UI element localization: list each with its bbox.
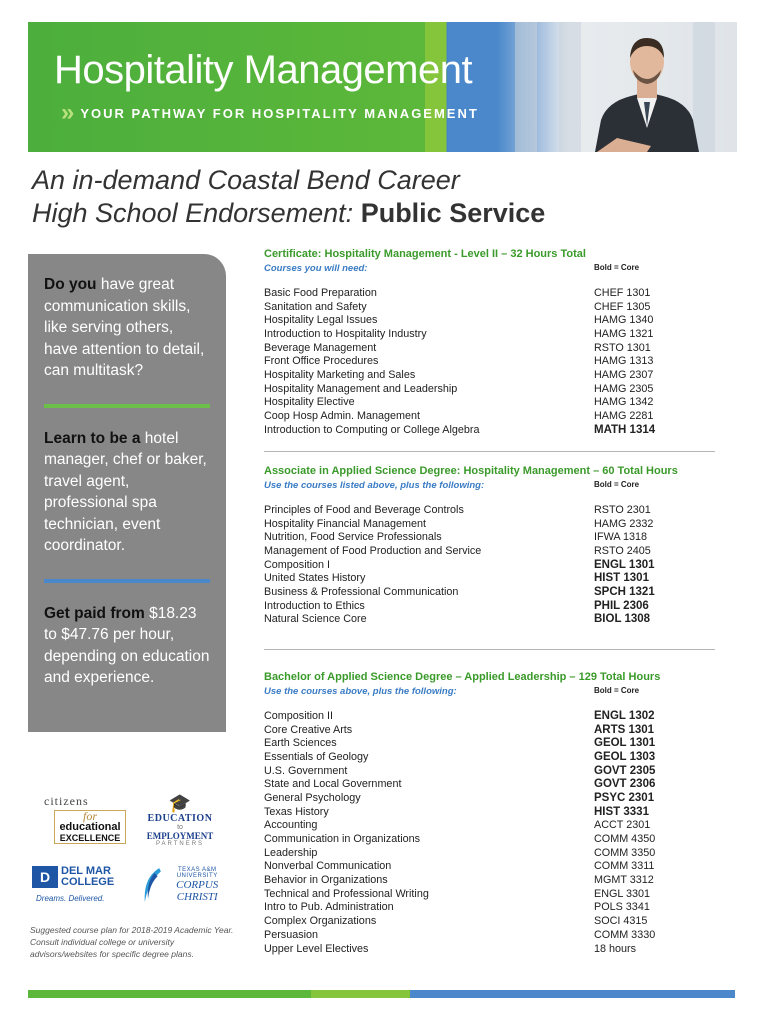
course-code: GOVT 2305 bbox=[594, 764, 656, 777]
course-name: Hospitality Marketing and Sales bbox=[264, 368, 416, 381]
course-row bbox=[264, 599, 714, 613]
citizens-educational: educational bbox=[59, 821, 121, 833]
course-name: U.S. Government bbox=[264, 764, 348, 777]
course-row bbox=[264, 503, 714, 517]
footer-color-bar bbox=[28, 990, 735, 998]
course-name: Core Creative Arts bbox=[264, 723, 353, 736]
course-code: HAMG 2281 bbox=[594, 410, 654, 423]
course-row bbox=[264, 791, 714, 805]
delmar-name-2: COLLEGE bbox=[61, 876, 115, 888]
course-code: ENGL 1301 bbox=[594, 558, 655, 571]
course-name: Earth Sciences bbox=[264, 737, 337, 750]
citizens-for: for bbox=[82, 809, 97, 823]
course-name: Texas History bbox=[264, 805, 329, 818]
headline-line-1: An in-demand Coastal Bend Career bbox=[32, 165, 460, 195]
course-row bbox=[264, 914, 714, 928]
course-row bbox=[264, 613, 714, 627]
course-code: RSTO 1301 bbox=[594, 341, 651, 354]
course-name: Upper Level Electives bbox=[264, 942, 369, 955]
sidebar-info-box bbox=[28, 254, 226, 732]
divider-green bbox=[44, 404, 210, 408]
course-name: Sanitation and Safety bbox=[264, 300, 367, 313]
course-code: COMM 3330 bbox=[594, 928, 656, 941]
course-row bbox=[264, 368, 714, 382]
section-divider bbox=[264, 649, 715, 650]
section-title: Bachelor of Applied Science Degree – Applied Leadership – 129 Total Hours bbox=[264, 671, 661, 683]
tamu-name: TEXAS A&M UNIVERSITY bbox=[176, 867, 218, 879]
course-name: Beverage Management bbox=[264, 341, 377, 354]
course-code: ENGL 3301 bbox=[594, 887, 651, 900]
tamu-corpus: CORPUS bbox=[176, 879, 219, 891]
section-divider bbox=[264, 451, 715, 452]
course-code: PSYC 2301 bbox=[594, 791, 655, 804]
course-name: Introduction to Computing or College Algebra bbox=[264, 423, 480, 436]
pay-bold: Get paid from bbox=[44, 604, 145, 622]
course-code: ARTS 1301 bbox=[594, 723, 655, 736]
subtitle-text: YOUR PATHWAY FOR HOSPITALITY MANAGEMENT bbox=[80, 105, 479, 121]
course-name: Nutrition, Food Service Professionals bbox=[264, 531, 442, 544]
course-name: Management of Food Production and Service bbox=[264, 544, 482, 557]
tamu-christi: CHRISTI bbox=[176, 891, 218, 903]
course-code: PHIL 2306 bbox=[594, 599, 649, 612]
course-row bbox=[264, 736, 714, 750]
careers-text: hotel manager, chef or baker, travel agent, professional spa technician, event coordinator. bbox=[44, 429, 207, 554]
headline-endorsement: Public Service bbox=[360, 198, 546, 228]
course-code: SPCH 1321 bbox=[594, 585, 655, 598]
course-row bbox=[264, 327, 714, 341]
course-row bbox=[264, 750, 714, 764]
course-name: United States History bbox=[264, 572, 366, 585]
del-mar-college-logo bbox=[32, 866, 128, 906]
course-name: Hospitality Elective bbox=[264, 396, 355, 409]
course-name: Complex Organizations bbox=[264, 915, 377, 928]
course-code: HAMG 2307 bbox=[594, 368, 654, 381]
course-row bbox=[264, 723, 714, 737]
section-note: Use the courses listed above, plus the following: bbox=[264, 480, 485, 491]
course-code: POLS 3341 bbox=[594, 901, 650, 914]
course-row bbox=[264, 764, 714, 778]
course-row bbox=[264, 928, 714, 942]
question-text: have great communication skills, like serving others, have attention to detail, can multitask? bbox=[44, 276, 205, 379]
course-row bbox=[264, 887, 714, 901]
bold-core-legend: Bold = Core bbox=[594, 263, 640, 272]
course-list bbox=[264, 286, 714, 437]
edu-employment: EMPLOYMENT bbox=[146, 831, 214, 841]
course-row bbox=[264, 382, 714, 396]
course-name: General Psychology bbox=[264, 791, 361, 804]
course-code: 18 hours bbox=[594, 942, 637, 955]
bold-core-legend: Bold = Core bbox=[594, 480, 640, 489]
course-list bbox=[264, 503, 714, 626]
citizens-word: citizens bbox=[44, 794, 89, 808]
course-code: COMM 3311 bbox=[594, 860, 655, 873]
course-code: COMM 4350 bbox=[594, 833, 656, 846]
edu-partners: PARTNERS bbox=[155, 841, 205, 847]
question-bold: Do you bbox=[44, 276, 97, 293]
headline-line-2 bbox=[32, 197, 545, 230]
section-note: Use the courses above, plus the following: bbox=[264, 686, 457, 697]
course-row bbox=[264, 585, 714, 599]
course-code: MGMT 3312 bbox=[594, 874, 654, 887]
course-row bbox=[264, 313, 714, 327]
careers-bold: Learn to be a bbox=[44, 429, 141, 447]
associate-degree-section bbox=[264, 465, 714, 626]
sidebar-careers bbox=[44, 428, 210, 557]
course-code: SOCI 4315 bbox=[594, 915, 648, 928]
citizens-excellence: EXCELLENCE bbox=[59, 833, 121, 843]
course-list bbox=[264, 709, 714, 955]
course-row bbox=[264, 777, 714, 791]
course-code: HAMG 2305 bbox=[594, 382, 654, 395]
course-name: Communication in Organizations bbox=[264, 833, 421, 846]
course-row bbox=[264, 423, 714, 437]
course-code: CHEF 1305 bbox=[594, 300, 651, 313]
course-row bbox=[264, 846, 714, 860]
pay-text: $18.23 to $47.76 per hour, depending on education and experience. bbox=[44, 604, 210, 686]
course-name: Nonverbal Communication bbox=[264, 860, 392, 873]
course-name: Hospitality Management and Leadership bbox=[264, 382, 458, 395]
section-title: Associate in Applied Science Degree: Hospitality Management – 60 Total Hours bbox=[264, 465, 678, 477]
course-name: Business & Professional Communication bbox=[264, 585, 459, 598]
course-name: Hospitality Financial Management bbox=[264, 517, 427, 530]
course-row bbox=[264, 819, 714, 833]
headline-prefix: High School Endorsement: bbox=[32, 198, 361, 228]
course-code: HAMG 1340 bbox=[594, 314, 654, 327]
course-code: COMM 3350 bbox=[594, 846, 656, 859]
course-code: HAMG 1342 bbox=[594, 396, 654, 409]
course-name: Behavior in Organizations bbox=[264, 874, 388, 887]
course-name: Persuasion bbox=[264, 928, 319, 941]
course-name: Natural Science Core bbox=[264, 613, 367, 626]
course-row bbox=[264, 558, 714, 572]
course-row bbox=[264, 544, 714, 558]
course-code: RSTO 2405 bbox=[594, 544, 651, 557]
citizens-plaque bbox=[54, 810, 126, 844]
course-row bbox=[264, 805, 714, 819]
del-mar-mark-icon: D bbox=[32, 866, 58, 888]
businessman-photo bbox=[587, 28, 707, 152]
certificate-section bbox=[264, 248, 714, 437]
page-title: Hospitality Management bbox=[54, 48, 473, 92]
course-row bbox=[264, 571, 714, 585]
course-code: GEOL 1301 bbox=[594, 737, 656, 750]
citizens-for-educational-excellence-logo bbox=[34, 794, 134, 850]
course-code: HIST 3331 bbox=[594, 805, 649, 818]
course-name: Technical and Professional Writing bbox=[264, 887, 429, 900]
course-code: GOVT 2306 bbox=[594, 778, 656, 791]
bold-core-legend: Bold = Core bbox=[594, 686, 640, 695]
course-code: BIOL 1308 bbox=[594, 613, 651, 626]
course-row bbox=[264, 942, 714, 956]
delmar-tagline: Dreams. Delivered. bbox=[36, 894, 105, 903]
course-code: HAMG 2332 bbox=[594, 517, 654, 530]
delmar-name-1: DEL MAR bbox=[61, 865, 111, 877]
course-code: HAMG 1313 bbox=[594, 355, 654, 368]
course-code: GEOL 1303 bbox=[594, 750, 656, 763]
edu-to: to bbox=[177, 824, 183, 831]
course-name: Essentials of Geology bbox=[264, 750, 369, 763]
course-row bbox=[264, 832, 714, 846]
course-row bbox=[264, 530, 714, 544]
course-name: Coop Hosp Admin. Management bbox=[264, 410, 421, 423]
course-name: State and Local Government bbox=[264, 778, 402, 791]
course-name: Principles of Food and Beverage Controls bbox=[264, 503, 464, 516]
course-name: Intro to Pub. Administration bbox=[264, 901, 394, 914]
education-to-employment-logo bbox=[134, 793, 226, 849]
swoosh-icon bbox=[140, 862, 162, 908]
course-row bbox=[264, 286, 714, 300]
course-code: RSTO 2301 bbox=[594, 503, 651, 516]
course-name: Hospitality Legal Issues bbox=[264, 314, 378, 327]
edu-education: EDUCATION bbox=[147, 813, 213, 824]
course-row bbox=[264, 341, 714, 355]
course-row bbox=[264, 709, 714, 723]
course-name: Composition II bbox=[264, 709, 334, 722]
banner-subtitle bbox=[61, 99, 479, 127]
course-name: Composition I bbox=[264, 558, 331, 571]
course-name: Front Office Procedures bbox=[264, 355, 379, 368]
sidebar-pay bbox=[44, 603, 210, 689]
course-code: HIST 1301 bbox=[594, 572, 649, 585]
course-name: Introduction to Ethics bbox=[264, 599, 365, 612]
course-row bbox=[264, 901, 714, 915]
section-title: Certificate: Hospitality Management - Level II – 32 Hours Total bbox=[264, 248, 586, 260]
bachelor-degree-section bbox=[264, 671, 714, 955]
course-row bbox=[264, 300, 714, 314]
course-name: Introduction to Hospitality Industry bbox=[264, 327, 427, 340]
graduation-cap-icon: 🎓 bbox=[168, 793, 192, 813]
course-code: CHEF 1301 bbox=[594, 286, 651, 299]
course-code: MATH 1314 bbox=[594, 423, 656, 436]
course-code: HAMG 1321 bbox=[594, 327, 654, 340]
course-row bbox=[264, 396, 714, 410]
header-banner bbox=[28, 22, 737, 152]
section-note: Courses you will need: bbox=[264, 263, 368, 274]
course-name: Leadership bbox=[264, 846, 318, 859]
footnote: Suggested course plan for 2018-2019 Academic Year. Consult individual college or university advisors/websites for specific degree plans. bbox=[30, 925, 234, 959]
course-code: IFWA 1318 bbox=[594, 531, 648, 544]
divider-blue bbox=[44, 579, 210, 583]
course-code: ACCT 2301 bbox=[594, 819, 651, 832]
headline bbox=[32, 164, 545, 230]
sidebar-question bbox=[44, 274, 210, 382]
chevron-right-icon: » bbox=[61, 99, 69, 126]
course-row bbox=[264, 409, 714, 423]
tamu-corpus-christi-logo bbox=[140, 860, 230, 910]
course-name: Accounting bbox=[264, 819, 318, 832]
course-row bbox=[264, 873, 714, 887]
course-row bbox=[264, 354, 714, 368]
course-name: Basic Food Preparation bbox=[264, 286, 377, 299]
course-code: ENGL 1302 bbox=[594, 709, 655, 722]
course-row bbox=[264, 517, 714, 531]
course-row bbox=[264, 860, 714, 874]
